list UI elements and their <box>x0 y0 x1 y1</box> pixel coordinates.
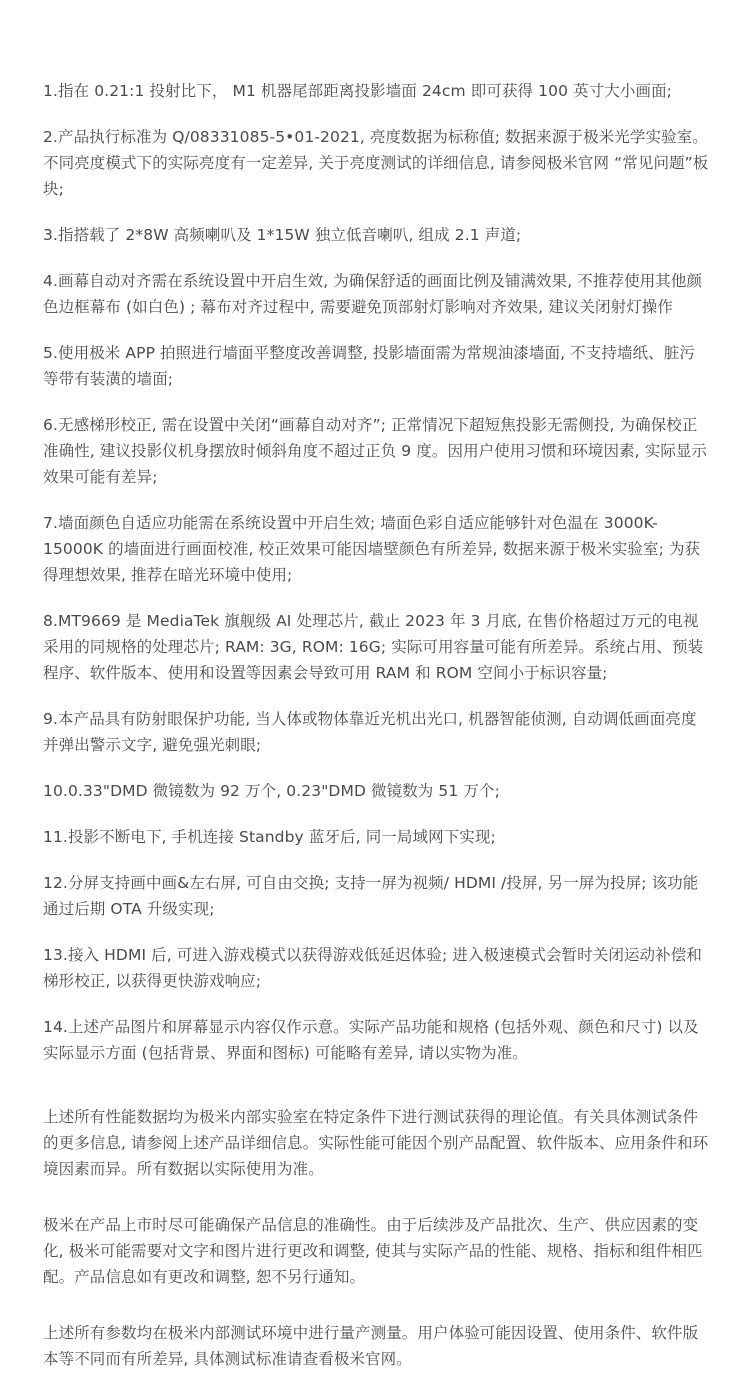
footnote-2: 2.产品执行标准为 Q/08331085-5•01-2021, 亮度数据为标称值; 数据来源于极米光学实验室。不同亮度模式下的实际亮度有一定差异, 关于亮度测试的详细信息, 请参阅极米官网 “常见问题”板块; <box>43 128 709 198</box>
footnote-1: 1.指在 0.21:1 投射比下， M1 机器尾部距离投影墙面 24cm 即可获得 100 英寸大小画面; <box>43 82 672 100</box>
footnote-9: 9.本产品具有防射眼保护功能, 当人体或物体靠近光机出光口, 机器智能侦测, 自动调低画面亮度并弹出警示文字, 避免强光刺眼; <box>43 710 697 754</box>
disclaimer-parameters: 上述所有参数均在极米内部测试环境中进行量产测量。用户体验可能因设置、使用条件、软件版本等不同而有所差异, 具体测试标准请查看极米官网。 <box>43 1324 699 1368</box>
footnote-6: 6.无感梯形校正, 需在设置中关闭“画幕自动对齐”; 正常情况下超短焦投影无需侧投, 为确保校正准确性, 建议投影仪机身摆放时倾斜角度不超过正负 9 度。因用户使用习惯和环境因素, 实际显示效果可能有差异; <box>43 416 708 486</box>
disclaimer-performance: 上述所有性能数据均为极米内部实验室在特定条件下进行测试获得的理论值。有关具体测试条件的更多信息, 请参阅上述产品详细信息。实际性能可能因个别产品配置、软件版本、应用条件和环境因素而异。所有数据以实际使用为准。 <box>43 1108 709 1178</box>
disclaimer-product-info: 极米在产品上市时尽可能确保产品信息的准确性。由于后续涉及产品批次、生产、供应因素的变化, 极米可能需要对文字和图片进行更改和调整, 使其与实际产品的性能、规格、指标和组件相匹配。产品信息如有更改和调整, 恕不另行通知。 <box>43 1216 703 1286</box>
footnote-10: 10.0.33"DMD 微镜数为 92 万个, 0.23"DMD 微镜数为 51 万个; <box>43 782 500 800</box>
footnote-14: 14.上述产品图片和屏幕显示内容仅作示意。实际产品功能和规格 (包括外观、颜色和尺寸) 以及实际显示方面 (包括背景、界面和图标) 可能略有差异, 请以实物为准。 <box>43 1018 699 1062</box>
footnote-4: 4.画幕自动对齐需在系统设置中开启生效, 为确保舒适的画面比例及铺满效果, 不推荐使用其他颜色边框幕布 (如白色) ; 幕布对齐过程中, 需要避免顶部射灯影响对齐效果, 建议关闭射灯操作 <box>43 272 703 316</box>
footnote-12: 12.分屏支持画中画&左右屏, 可自由交换; 支持一屏为视频/ HDMI /投屏, 另一屏为投屏; 该功能通过后期 OTA 升级实现; <box>43 874 699 918</box>
footnote-13: 13.接入 HDMI 后, 可进入游戏模式以获得游戏低延迟体验; 进入极速模式会暂时关闭运动补偿和梯形校正, 以获得更快游戏响应; <box>43 946 702 990</box>
footnote-11: 11.投影不断电下, 手机连接 Standby 蓝牙后, 同一局域网下实现; <box>43 828 496 846</box>
disclaimer-section <box>43 1104 710 1372</box>
footnote-8: 8.MT9669 是 MediaTek 旗舰级 AI 处理芯片, 截止 2023 年 3 月底, 在售价格超过万元的电视采用的同规格的处理芯片; RAM: 3G, ROM: 16G; 实际可用容量可能有所差异。系统占用、预装程序、软件版本、使用和设置等因素会导致可用 RAM 和 ROM 空间小于标识容量; <box>43 612 704 682</box>
footnote-3: 3.指搭载了 2*8W 高频喇叭及 1*15W 独立低音喇叭, 组成 2.1 声道; <box>43 226 522 244</box>
footnote-list <box>43 78 710 1066</box>
footnote-7: 7.墙面颜色自适应功能需在系统设置中开启生效; 墙面色彩自适应能够针对色温在 3000K-15000K 的墙面进行画面校准, 校正效果可能因墙壁颜色有所差异, 数据来源于极米实验室; 为获得理想效果, 推荐在暗光环境中使用; <box>43 514 701 584</box>
footnote-5: 5.使用极米 APP 拍照进行墙面平整度改善调整, 投影墙面需为常规油漆墙面, 不支持墙纸、脏污等带有装潢的墙面; <box>43 344 695 388</box>
